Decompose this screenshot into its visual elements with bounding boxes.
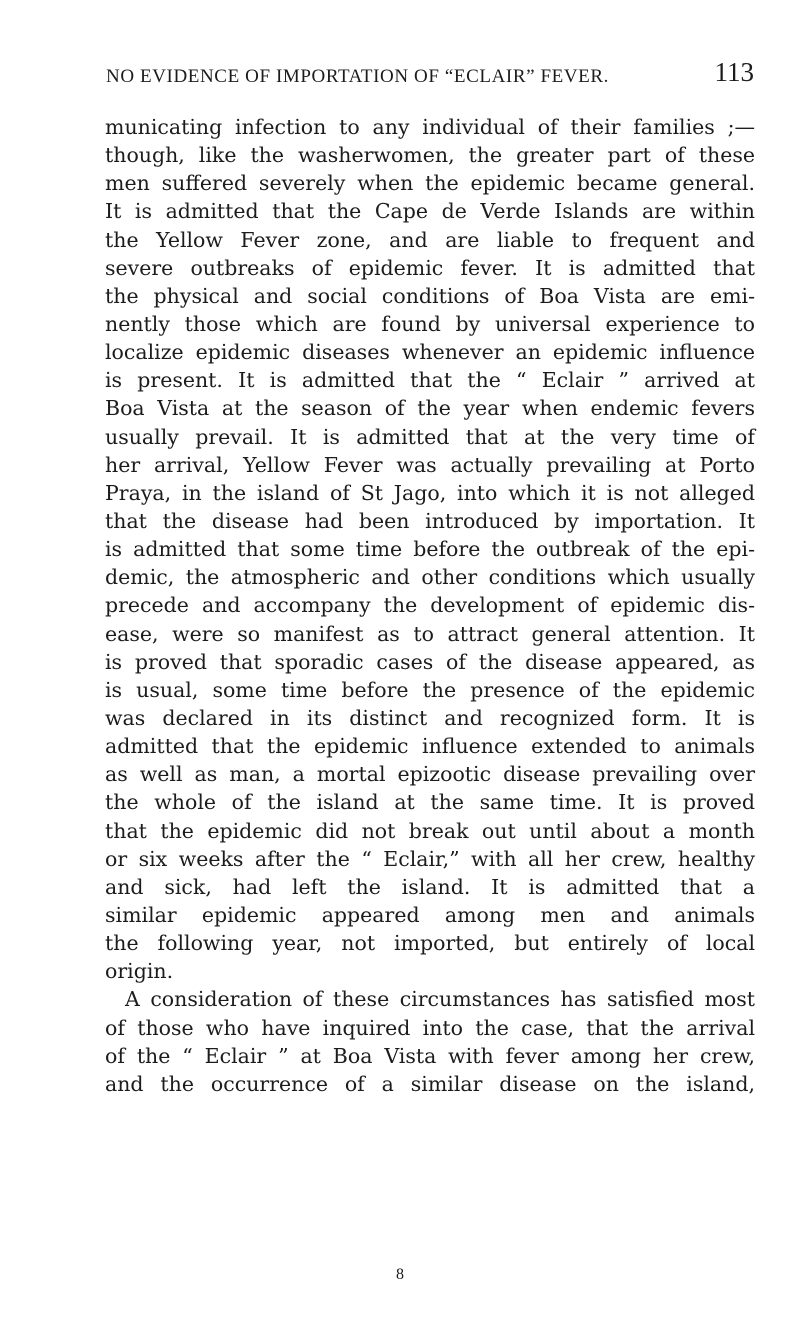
running-head (96, 56, 754, 90)
text-line: usually prevail. It is admitted that at the very time of (105, 424, 755, 449)
text-line: severe outbreaks of epidemic fever. It is admitted that (105, 255, 755, 280)
text-line: men suffered severely when the epidemic became general. (105, 171, 755, 196)
text-line: and the occurrence of a similar disease on the island, (105, 1071, 755, 1096)
text-line: the whole of the island at the same time. It is proved (105, 790, 755, 815)
text-line: or six weeks after the “ Eclair,” with all her crew, healthy (105, 846, 755, 871)
text-line: the Yellow Fever zone, and are liable to frequent and (105, 227, 755, 252)
text-line: the following year, not imported, but entirely of local (105, 931, 755, 956)
text-line: localize epidemic diseases whenever an epidemic influence (105, 340, 755, 365)
text-line: is proved that sporadic cases of the disease appeared, as (105, 649, 755, 674)
text-line: admitted that the epidemic influence extended to animals (105, 734, 755, 759)
text-line: the physical and social conditions of Boa Vista are emi- (105, 283, 755, 308)
text-line: that the epidemic did not break out until about a month (105, 818, 755, 843)
paragraph-start-line: A consideration of these circumstances has satisfied most (125, 987, 755, 1012)
text-line: that the disease had been introduced by importation. It (105, 508, 755, 533)
text-line: municating infection to any individual of their families ;— (105, 115, 755, 139)
text-line: as well as man, a mortal epizootic disease prevailing over (105, 762, 755, 787)
paragraph-end-line: origin. (105, 959, 174, 984)
text-line: Praya, in the island of St Jago, into which it is not alleged (105, 480, 755, 505)
text-line: nently those which are found by universal experience to (105, 311, 755, 336)
text-line: of the “ Eclair ” at Boa Vista with fever among her crew, (105, 1043, 755, 1068)
text-line: ease, were so manifest as to attract general attention. It (105, 621, 755, 646)
text-line: Boa Vista at the season of the year when endemic fevers (105, 396, 755, 421)
running-title: NO EVIDENCE OF IMPORTATION OF “ECLAIR” FEVER. (106, 66, 610, 87)
text-line: precede and accompany the development of epidemic dis- (105, 593, 755, 618)
text-line: similar epidemic appeared among men and animals (105, 902, 755, 927)
body-text (105, 113, 755, 1098)
text-line: demic, the atmospheric and other conditions which usually (105, 565, 755, 590)
text-line: is admitted that some time before the outbreak of the epi- (105, 537, 755, 562)
text-line: though, like the washerwomen, the greater part of these (105, 143, 755, 168)
signature-mark: 8 (396, 1266, 404, 1283)
text-line: is usual, some time before the presence of the epidemic (105, 677, 755, 702)
text-line: of those who have inquired into the case, that the arrival (105, 1015, 755, 1040)
text-line: her arrival, Yellow Fever was actually prevailing at Porto (105, 452, 755, 477)
text-line: It is admitted that the Cape de Verde Islands are within (105, 199, 755, 224)
text-line: was declared in its distinct and recognized form. It is (105, 705, 755, 730)
text-line: and sick, had left the island. It is admitted that a (105, 874, 755, 899)
text-line: is present. It is admitted that the “ Eclair ” arrived at (105, 368, 755, 393)
page-number: 113 (714, 57, 754, 87)
